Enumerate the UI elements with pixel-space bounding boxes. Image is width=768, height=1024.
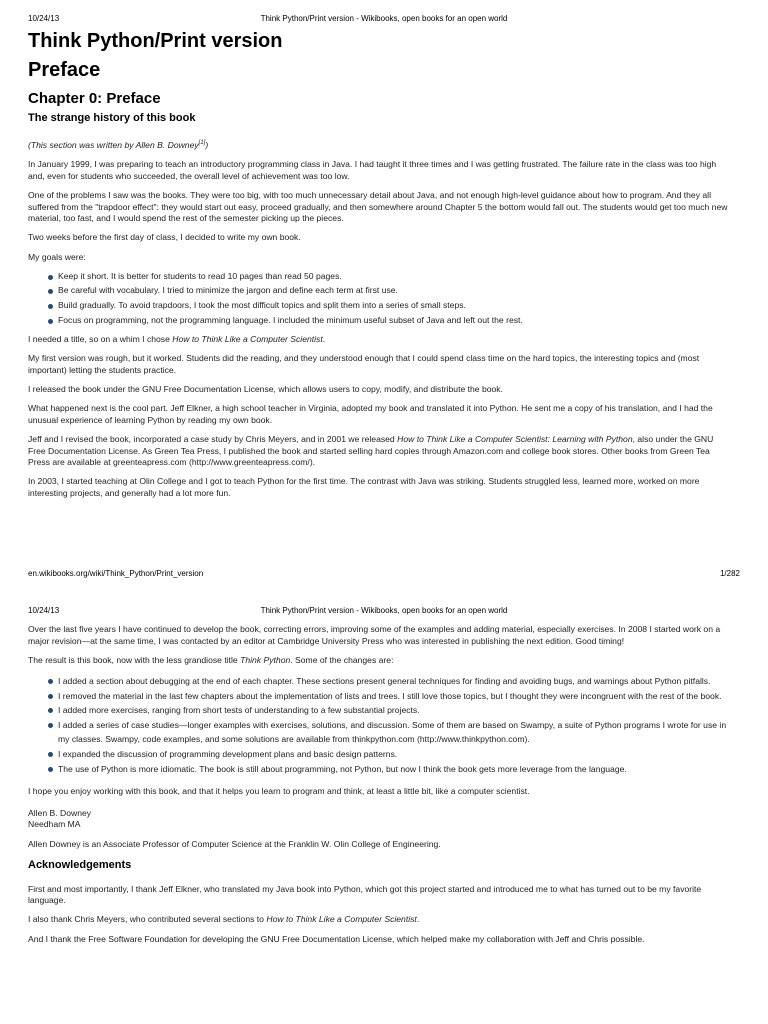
changes-list [28,674,730,776]
page1-content [28,28,730,507]
header-date: 10/24/13 [28,606,60,615]
goals-list [28,271,730,326]
history-heading: The strange history of this book [28,111,196,124]
reference-link[interactable]: [1] [198,140,206,147]
signature: Allen B. Downey Needham MA [28,807,92,830]
paragraph: I hope you enjoy working with this book, and that it helps you learn to program and think, at least a little bit, like a computer scientist. [28,786,530,797]
paragraph: One of the problems I saw was the books. They were too big, with too much unnecessary detail about Java, and not enough high-level guidance about how to program. And they all suffered from the "trapdoor effect": they would start out easy, proceed gradually, and then somewhere around Chapter 5 the bottom would fall out. The students would get too much new material, too fast, and I would spend the rest of the semester picking up the pieces. [28,190,728,224]
bullet-icon [48,708,53,713]
list-item: Be careful with vocabulary. I tried to minimize the jargon and define each term at first use. [48,285,730,297]
bullet-icon [48,752,53,757]
paragraph: Jeff and I revised the book, incorporated a case study by Chris Meyers, and in 2001 we released How to Think Like a Computer Scientist: Learning with Python, also under the GNU Free Documentation License. As Green Tea Press, I published the book and started selling hard copies through Amazon.com and college book stores. Other books from Green Tea Press are available at greenteapress.com (http://www.greenteapress.com/). [28,434,714,468]
paragraph: Allen Downey is an Associate Professor of Computer Science at the Franklin W. Olin College of Engineering. [28,838,441,849]
bullet-icon [48,767,53,772]
bullet-icon [48,679,53,684]
paragraph: What happened next is the cool part. Jeff Elkner, a high school teacher in Virginia, adopted my book and translated it into Python. He sent me a copy of his translation, and I had the unusual experience of learning Python by reading my own book. [28,403,713,425]
bullet-icon [48,304,53,309]
footer-url[interactable]: en.wikibooks.org/wiki/Think_Python/Print_version [28,569,204,578]
paragraph: My goals were: [28,251,86,262]
list-item: Keep it short. It is better for students to read 10 pages than read 50 pages. [48,271,730,283]
attribution: (This section was written by Allen B. Downey[1]) [28,140,209,151]
bullet-icon [48,723,53,728]
chapter-heading: Chapter 0: Preface [28,90,161,107]
paragraph: The result is this book, now with the less grandiose title Think Python. Some of the changes are: [28,654,394,665]
list-item: I removed the material in the last few chapters about the implementation of lists and trees. I still love those topics, but I thought they were incongruent with the rest of the book. [48,689,730,704]
paragraph: Over the last five years I have continued to develop the book, correcting errors, improving some of the examples and adding material, especially exercises. In 2008 I started work on a major revision—at the same time, I was contacted by an editor at Cambridge University Press who was interested in publishing the next edition. Good timing! [28,624,721,646]
bullet-icon [48,694,53,699]
page-title: Think Python/Print version [28,30,283,52]
preface-heading: Preface [28,59,101,81]
acknowledgements-heading: Acknowledgements [28,859,132,872]
bullet-icon [48,319,53,324]
list-item: I expanded the discussion of programming development plans and basic design patterns. [48,747,730,762]
paragraph: Two weeks before the first day of class, I decided to write my own book. [28,232,301,243]
paragraph: First and most importantly, I thank Jeff Elkner, who translated my Java book into Python, which got this project started and introduced me to what has turned out to be my favorite language. [28,883,702,906]
paragraph: I released the book under the GNU Free Documentation License, which allows users to copy, modify, and distribute the book. [28,384,503,395]
bullet-icon [48,289,53,294]
page-number: 1/282 [719,569,740,578]
paragraph: My first version was rough, but it worked. Students did the reading, and they understood enough that I could spend class time on the hard topics, the interesting topics and (most important) letting the students practice. [28,353,700,375]
list-item: Build gradually. To avoid trapdoors, I took the most difficult topics and split them into a series of small steps. [48,300,730,312]
list-item: The use of Python is more idiomatic. The book is still about programming, not Python, but now I think the book gets more leverage from the language. [48,762,730,777]
paragraph: In January 1999, I was preparing to teach an introductory programming class in Java. I had taught it three times and I was getting frustrated. The failure rate in the class was too high and, even for students who succeeded, the overall level of achievement was too low. [28,159,717,181]
bullet-icon [48,275,53,280]
header-date: 10/24/13 [28,14,60,23]
paragraph: And I thank the Free Software Foundation for developing the GNU Free Documentation License, which helped make my collaboration with Jeff and Chris possible. [28,933,645,944]
header-title: Think Python/Print version - Wikibooks, open books for an open world [260,606,508,615]
paragraph: I needed a title, so on a whim I chose How to Think Like a Computer Scientist. [28,334,326,345]
list-item: I added a section about debugging at the end of each chapter. These sections present general techniques for finding and avoiding bugs, and warnings about Python pitfalls. [48,674,730,689]
page2-content [28,624,730,953]
list-item: I added more exercises, ranging from short tests of understanding to a few substantial projects. [48,703,730,718]
paragraph: In 2003, I started teaching at Olin College and I got to teach Python for the first time. The contrast with Java was striking. Students struggled less, learned more, worked on more interesting projects, and generally had a lot more fun. [28,476,700,499]
header-title: Think Python/Print version - Wikibooks, open books for an open world [260,14,508,23]
list-item: Focus on programming, not the programming language. I included the minimum useful subset of Java and left out the rest. [48,315,730,327]
list-item: I added a series of case studies—longer examples with exercises, solutions, and discussion. Some of them are based on Swampy, a suite of Python programs I wrote for use in my classes. Swampy, code examples, and some solutions are available from thinkpython.com (http://www.thinkpython.com). [48,718,730,747]
paragraph: I also thank Chris Meyers, who contributed several sections to How to Think Like a Computer Scientist. [28,914,420,925]
